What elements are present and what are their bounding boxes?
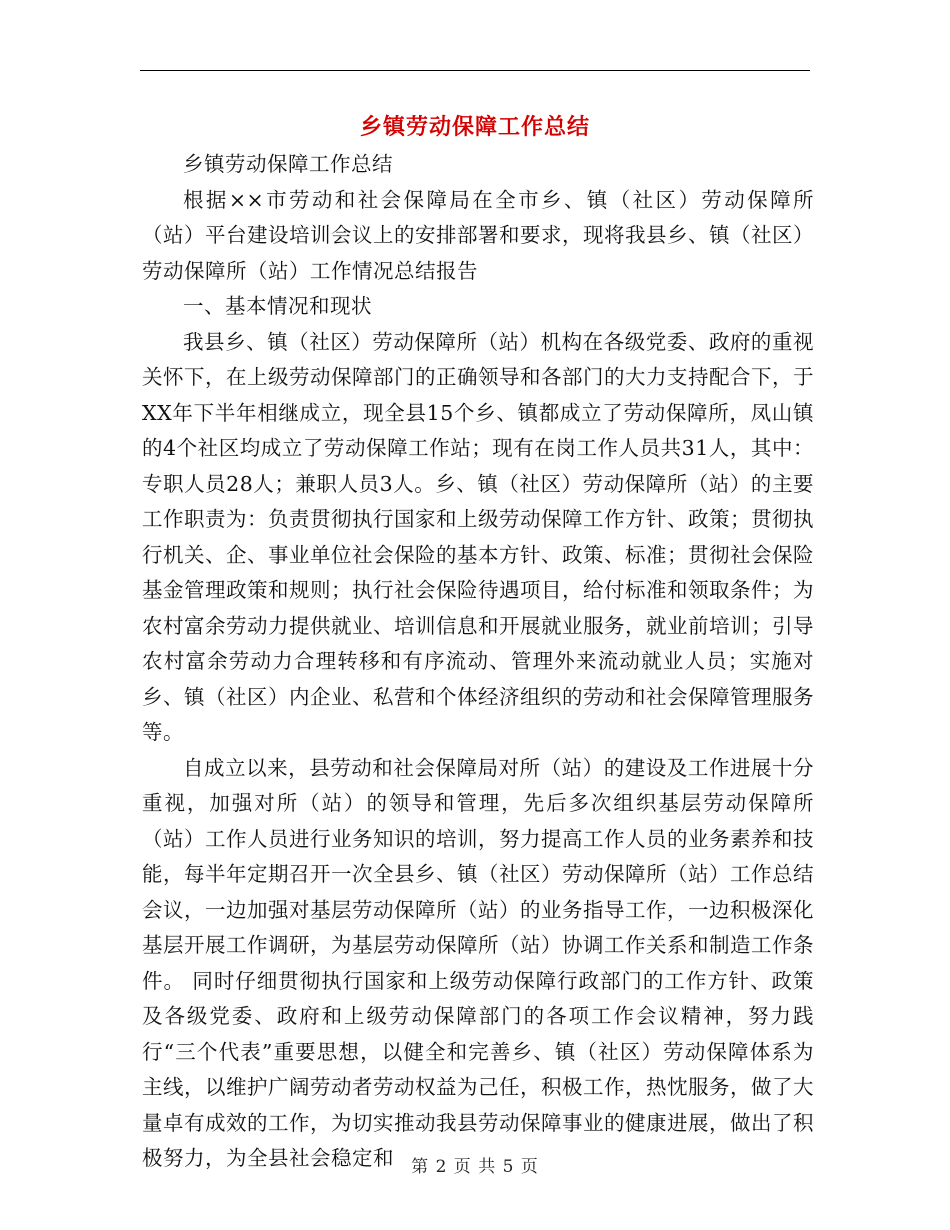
page-number-footer: 第 2 页 共 5 页 xyxy=(411,1157,539,1177)
document-title: 乡镇劳动保障工作总结 xyxy=(359,114,590,140)
paragraph: 乡镇劳动保障工作总结 xyxy=(183,152,393,176)
paragraph: 我县乡、镇（社区）劳动保障所（站）机构在各级党委、政府的重视关怀下，在上级劳动保障部门的正确领导和各部门的大力支持配合下，于XX年下半年相继成立，现全县15个乡、镇都成立了劳动保障所，凤山镇的4个社区均成立了劳动保障工作站；现有在岗工作人员共31人，其中：专职人员28人；兼职人员3人。乡、镇（社区）劳动保障所（站）的主要工作职责为：负责贯彻执行国家和上级劳动保障工作方针、政策；贯彻执行机关、企、事业单位社会保险的基本方针、政策、标准；贯彻社会保险基金管理政策和规则；执行社会保险待遇项目，给付标准和领取条件；为农村富余劳动力提供就业、培训信息和开展就业服务，就业前培训；引导农村富余劳动力合理转移和有序流动、管理外来流动就业人员；实施对乡、镇（社区）内企业、私营和个体经济组织的劳动和社会保障管理服务等。 xyxy=(142,329,814,744)
paragraph: 自成立以来，县劳动和社会保障局对所（站）的建设及工作进展十分重视，加强对所（站）的领导和管理，先后多次组织基层劳动保障所（站）工作人员进行业务知识的培训，努力提高工作人员的业务素养和技能，每半年定期召开一次全县乡、镇（社区）劳动保障所（站）工作总结会议，一边加强对基层劳动保障所（站）的业务指导工作，一边积极深化基层开展工作调研，为基层劳动保障所（站）协调工作关系和制造工作条件。 同时仔细贯彻执行国家和上级劳动保障行政部门的工作方针、政策及各级党委、政府和上级劳动保障部门的各项工作会议精神，努力践行“三个代表”重要思想，以健全和完善乡、镇（社区）劳动保障体系为主线，以维护广阔劳动者劳动权益为己任，积极工作，热忱服务，做了大量卓有成效的工作，为切实推动我县劳动保障事业的健康进展，做出了积极努力，为全县社会稳定和 xyxy=(142,755,814,1170)
paragraph: 根据××市劳动和社会保障局在全市乡、镇（社区）劳动保障所（站）平台建设培训会议上的安排部署和要求，现将我县乡、镇（社区）劳动保障所（站）工作情况总结报告 xyxy=(142,187,814,283)
document-body xyxy=(142,147,814,1177)
header-rule xyxy=(140,70,810,71)
section-heading: 一、基本情况和现状 xyxy=(183,294,372,318)
